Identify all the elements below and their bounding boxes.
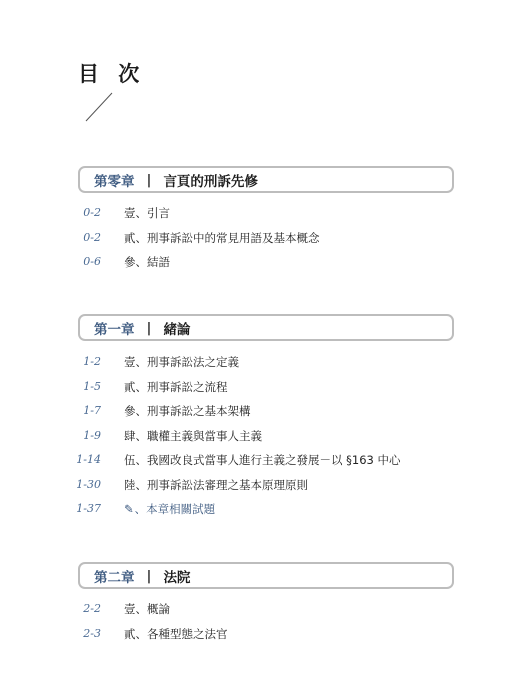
toc-entry[interactable] <box>78 424 454 449</box>
entry-label: 肆、職權主義與當事人主義 <box>124 428 262 443</box>
chapter-number: 第零章 <box>94 173 135 190</box>
chapter-1-header[interactable] <box>78 314 454 341</box>
entry-label-text: 、本章相關試題 <box>134 502 216 516</box>
toc-entry[interactable] <box>78 597 454 622</box>
pencil-icon: ✎ <box>124 502 134 516</box>
entry-page-number: 1-37 <box>76 502 101 515</box>
entry-label: 參、刑事訴訟之基本架構 <box>124 404 251 418</box>
toc-entry[interactable] <box>78 226 454 251</box>
chapter-0-section <box>78 166 454 275</box>
entry-page-number: 2-2 <box>83 602 101 615</box>
chapter-title: 法院 <box>163 569 191 586</box>
entry-label: 貳、刑事訴訟之流程 <box>124 379 228 394</box>
entry-label: 壹、引言 <box>124 206 170 220</box>
chapter-2-header[interactable] <box>78 562 454 589</box>
toc-entry[interactable] <box>78 622 454 647</box>
entry-label: 參、結語 <box>124 255 170 269</box>
toc-entry[interactable] <box>78 448 454 473</box>
entry-page-number: 1-5 <box>83 379 101 393</box>
entry-page-number: 1-7 <box>83 404 101 417</box>
entry-page-number: 0-2 <box>83 230 101 244</box>
toc-entry[interactable] <box>78 375 454 400</box>
entry-label: 貳、刑事訴訟中的常見用語及基本概念 <box>124 230 320 245</box>
entry-page-number: 0-2 <box>83 206 101 219</box>
page-title: 目 次 <box>78 62 146 86</box>
chapter-0-entries <box>78 201 454 275</box>
chapter-number: 第二章 <box>94 569 135 586</box>
toc-entry[interactable] <box>78 201 454 226</box>
chapter-title: 言頁的刑訴先修 <box>163 173 258 190</box>
entry-page-number: 1-9 <box>83 428 101 442</box>
entry-page-number: 2-3 <box>83 626 101 640</box>
entry-label-practice <box>124 497 215 522</box>
entry-page-number: 1-30 <box>76 477 101 491</box>
chapter-separator: | <box>146 171 152 188</box>
chapter-0-header[interactable] <box>78 166 454 193</box>
entry-page-number: 1-14 <box>76 453 101 466</box>
entry-label: 壹、概論 <box>124 602 170 616</box>
entry-page-number: 1-2 <box>83 355 101 368</box>
chapter-2-entries <box>78 597 454 646</box>
chapter-number: 第一章 <box>94 321 135 338</box>
chapter-2-section <box>78 562 454 646</box>
decorative-slash <box>84 92 114 122</box>
chapter-1-section <box>78 314 454 522</box>
chapter-separator: | <box>146 567 152 584</box>
toc-entry[interactable] <box>78 399 454 424</box>
toc-entry[interactable] <box>78 250 454 275</box>
chapter-1-entries <box>78 350 454 522</box>
entry-label: 伍、我國改良式當事人進行主義之發展－以 §163 中心 <box>124 453 401 467</box>
chapter-separator: | <box>146 319 152 336</box>
chapter-title: 緒論 <box>163 321 191 338</box>
toc-entry[interactable] <box>78 497 454 522</box>
toc-entry[interactable] <box>78 350 454 375</box>
entry-label: 貳、各種型態之法官 <box>124 626 228 641</box>
toc-entry[interactable] <box>78 473 454 498</box>
entry-label: 壹、刑事訴訟法之定義 <box>124 355 239 369</box>
entry-label: 陸、刑事訴訟法審理之基本原理原則 <box>124 477 308 492</box>
entry-page-number: 0-6 <box>83 255 101 268</box>
